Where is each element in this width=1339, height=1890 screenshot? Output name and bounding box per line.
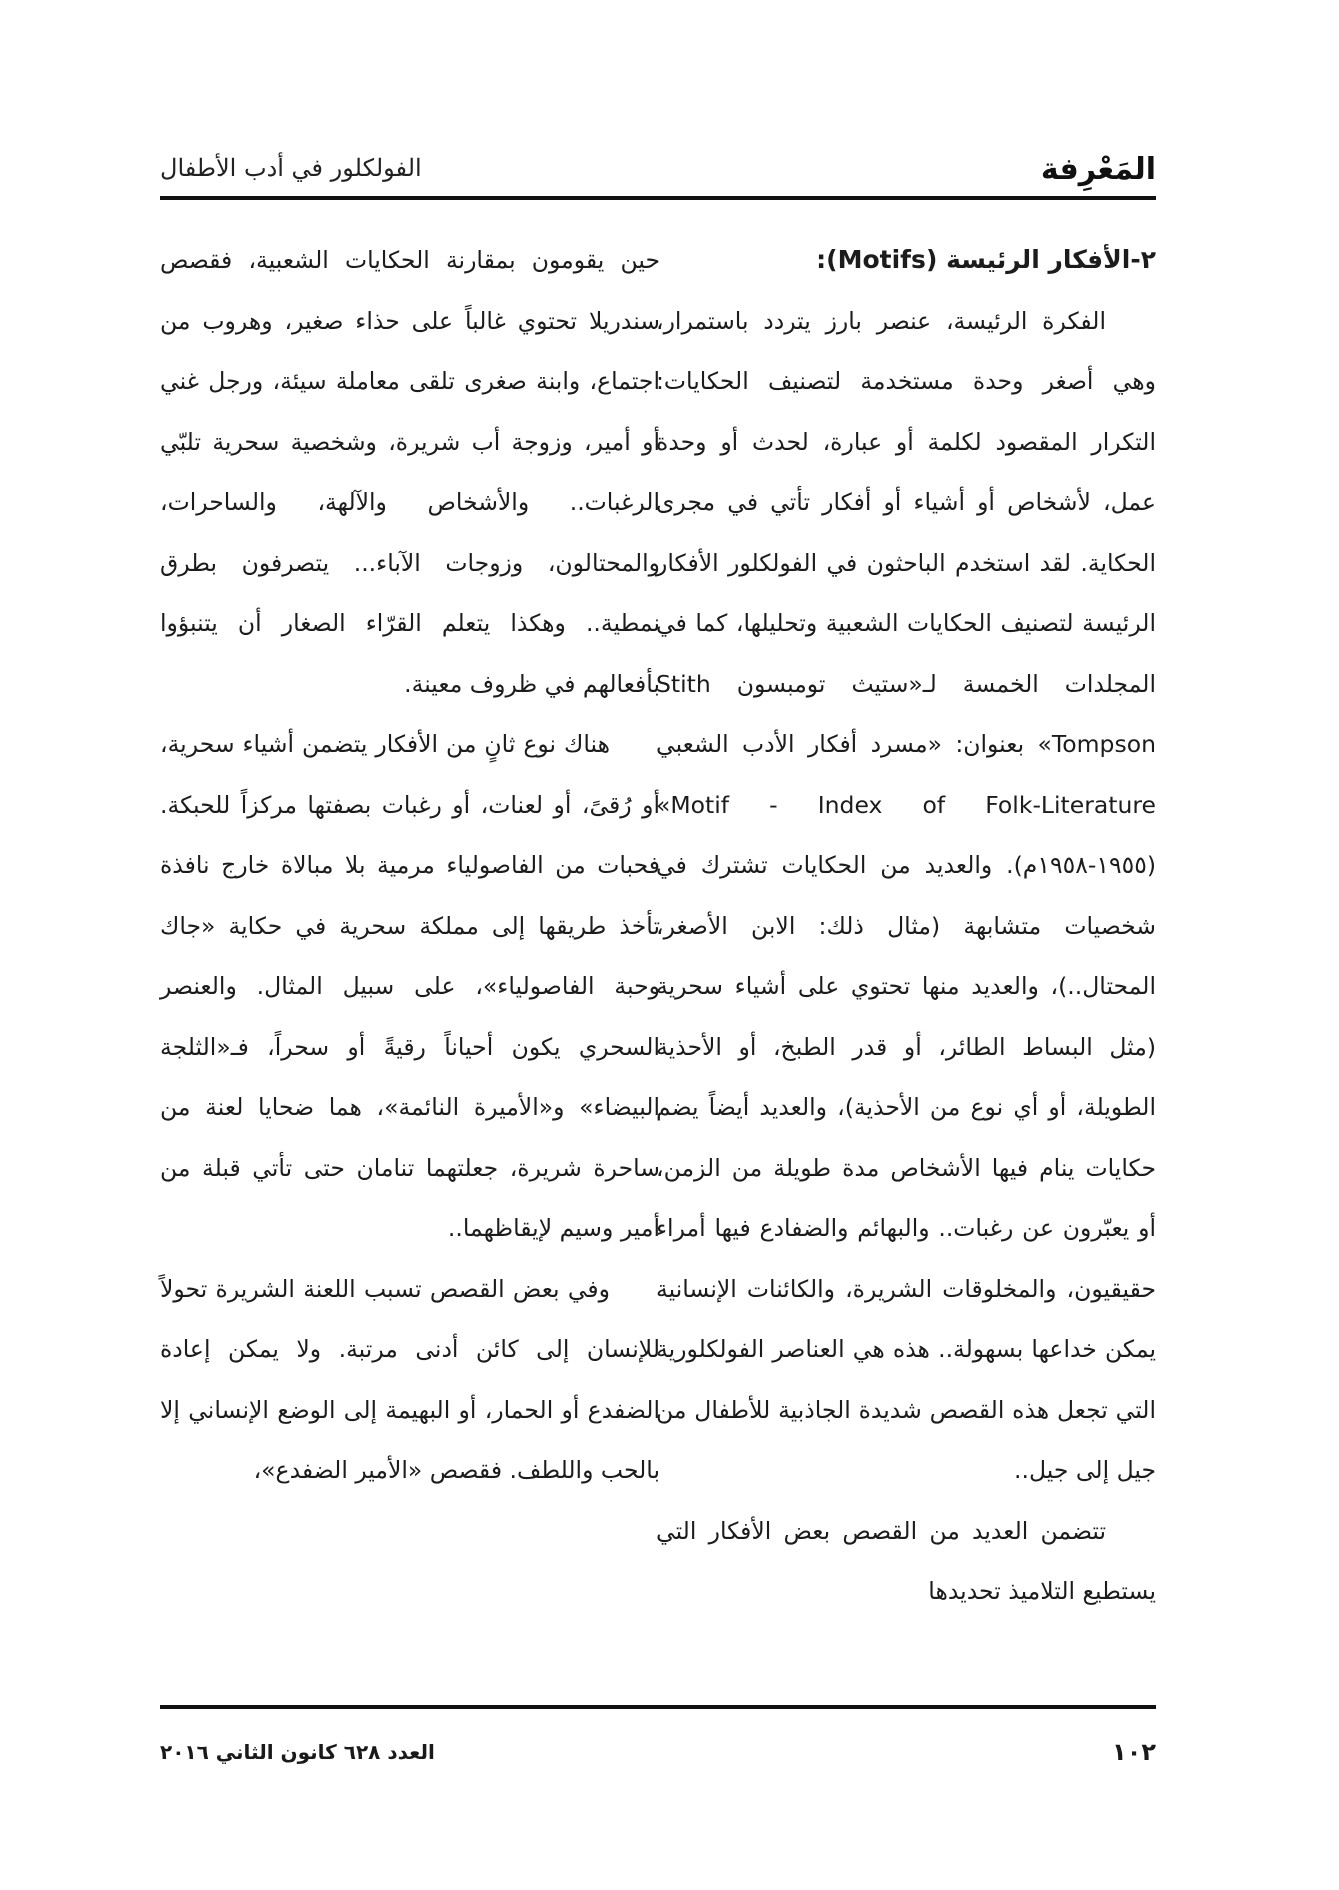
- magazine-logo: المَعْرِفة: [1040, 152, 1156, 187]
- header-rule: [160, 196, 1156, 200]
- left-column: [160, 230, 660, 1690]
- paragraph: الفكرة الرئيسة، عنصر بارز يتردد باستمرار، وهي أصغر وحدة مستخدمة لتصنيف الحكايات: التكرار المقصود لكلمة أو عبارة، لحدث أو وحدة عمل، لأشخاص أو أشياء أو أفكار تأتي في مجرى الحكاية. لقد استخدم الباحثون في الفولكلور الأفكار الرئيسة لتصنيف الحكايات الشعبية وتحليلها، كما في المجلدات الخمسة لـ«ستيث تومبسون Stith Tompson» بعنوان: «مسرد أفكار الأدب الشعبي Motif - Index of Folk-Literature» (١٩٥٥-١٩٥٨م). والعديد من الحكايات تشترك في شخصيات متشابهة (مثال ذلك: الابن الأصغر، المحتال..)، والعديد منها تحتوي على أشياء سحرية (مثل البساط الطائر، أو قدر الطبخ، أو الأحذية الطويلة، أو أي نوع من الأحذية)، والعديد أيضاً يضم حكايات ينام فيها الأشخاص مدة طويلة من الزمن، أو يعبّرون عن رغبات.. والبهائم والضفادع فيها أمراء حقيقيون، والمخلوقات الشريرة، والكائنات الإنسانية يمكن خداعها بسهولة.. هذه هي العناصر الفولكلورية التي تجعل هذه القصص شديدة الجاذبية للأطفال من جيل إلى جيل..: [656, 306, 1156, 1484]
- right-column: [656, 230, 1156, 1690]
- running-title: الفولكلور في أدب الأطفال: [160, 154, 422, 182]
- page-number: ١٠٢: [1112, 1738, 1156, 1766]
- paragraph: حين يقومون بمقارنة الحكايات الشعبية، فقصص سندريلا تحتوي غالباً على حذاء صغير، وهروب من اجتماع، وابنة صغرى تلقى معاملة سيئة، ورجل غني أو أمير، وزوجة أب شريرة، وشخصية سحرية تلبّي الرغبات.. والأشخاص والآلهة، والساحرات، والمحتالون، وزوجات الآباء... يتصرفون بطرق نمطية.. وهكذا يتعلم القرّاء الصغار أن يتنبؤوا بأفعالهم في ظروف معينة.: [160, 246, 660, 698]
- paragraph: وفي بعض القصص تسبب اللعنة الشريرة تحولاً للإنسان إلى كائن أدنى مرتبة. ولا يمكن إعادة الضفدع أو الحمار، أو البهيمة إلى الوضع الإنساني إلا بالحب واللطف. فقصص «الأمير الضفدع»،: [160, 1274, 660, 1484]
- paragraph: تتضمن العديد من القصص بعض الأفكار التي يستطيع التلاميذ تحديدها: [656, 1516, 1156, 1605]
- paragraph: هناك نوع ثانٍ من الأفكار يتضمن أشياء سحرية، أو رُقىً، أو لعنات، أو رغبات بصفتها مركزاً للحبكة. فحبات من الفاصولياء مرمية بلا مبالاة خارج نافذة تأخذ طريقها إلى مملكة سحرية في حكاية «جاك وحبة الفاصولياء»، على سبيل المثال. والعنصر السحري يكون أحياناً رقيةً أو سحراً، فـ«الثلجة البيضاء» و«الأميرة النائمة»، هما ضحايا لعنة من ساحرة شريرة، جعلتهما تنامان حتى تأتي قبلة من أمير وسيم لإيقاظهما..: [160, 730, 660, 1242]
- footer-rule: [160, 1705, 1156, 1709]
- section-heading: ٢-الأفكار الرئيسة (Motifs):: [816, 245, 1156, 274]
- page-footer: [160, 1738, 1156, 1778]
- issue-info: العدد ٦٢٨ كانون الثاني ٢٠١٦: [160, 1740, 435, 1764]
- page-header: [160, 140, 1156, 200]
